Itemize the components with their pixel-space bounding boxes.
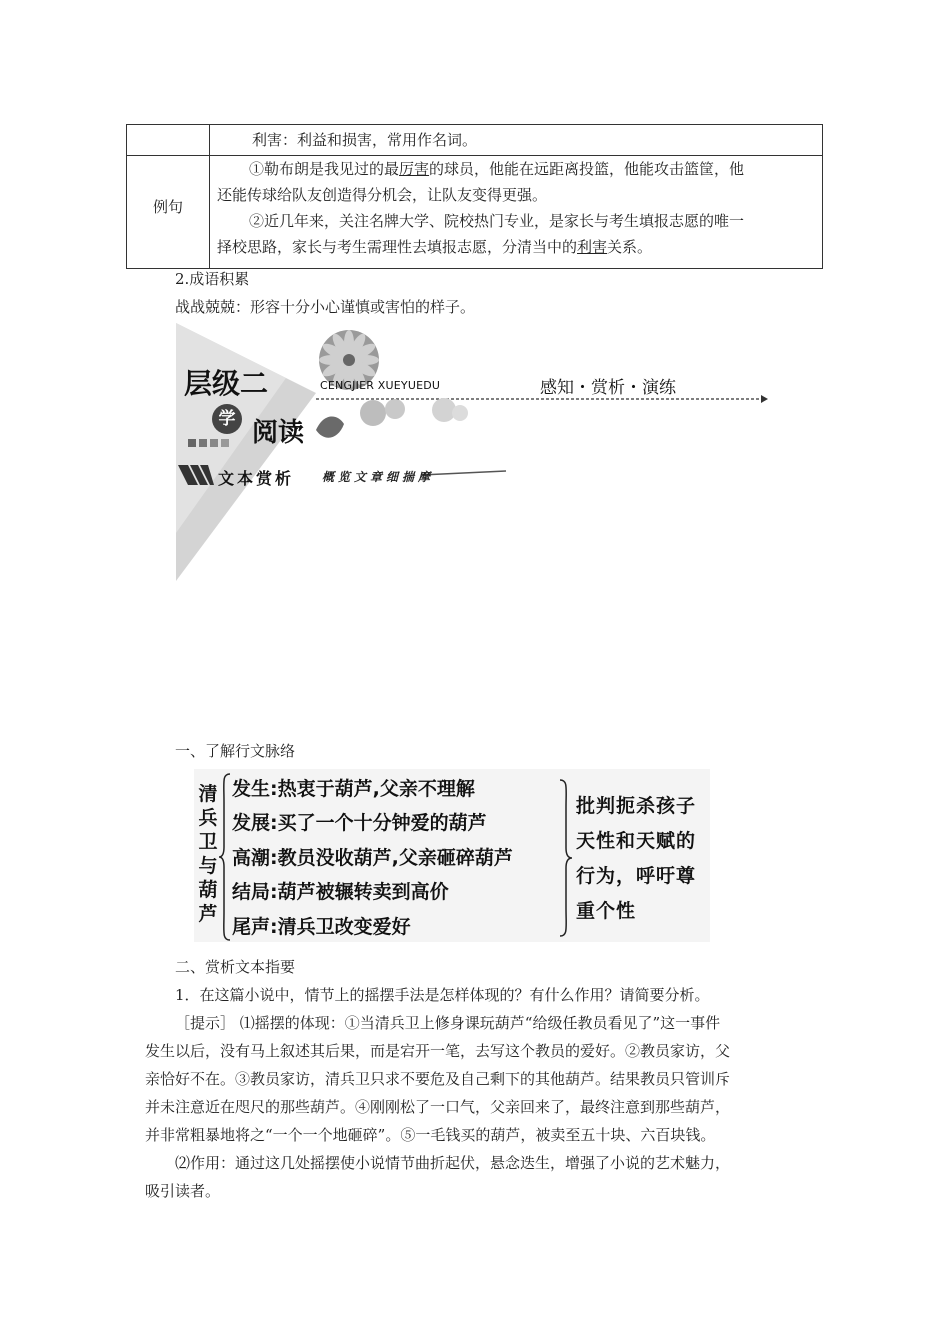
example-sentence-1: ①勒布朗是我见过的最厉害的球员，他能在远距离投篮，他能攻击篮筐，他 [249,160,745,178]
diagram-conclusion: 批判扼杀孩子 [576,795,697,817]
banner-slogan: 感知・赏析・演练 [540,378,676,398]
example-label: 例句 [152,198,183,216]
diagram-item: 发展:买了一个十分钟爱的葫芦 [232,812,487,834]
hint-paragraph: ［提示］ ⑴摇摆的体现：①当清兵卫上修身课玩葫芦“给级任教员看见了”这一事件 发生以后，没有马上叙述其后果，而是宕开一笔，去写这个教员的爱好。②教员家访，父 亲恰好不在。③教员家访，清兵卫只求不要危及自己剩下的其他葫芦。结果教员只管训斥 并未注意近在咫尺的那些葫芦。④刚刚松了一口气，父亲回来了，最终注意到那些葫芦， 并非常粗暴地将之“一个一个地砸碎”。⑤一毛钱买的葫芦，被卖至五十块、六百块钱。 ⑵作用：通过这几处摇摆使小说情节曲折起伏，悬念迭生，增强了小说的艺术魅力， 吸引读者。 [145,1014,731,1200]
table-column-divider [209,125,210,268]
level-title: 层级二 [184,367,269,400]
idioms-heading: 2.成语积累 [175,270,250,288]
diagram-conclusion: 行为，呼吁尊 [576,865,697,887]
example-sentence-1-line2: 还能传球给队友创造得分机会，让队友变得更强。 [217,186,548,204]
example-sentence-2: ②近几年来，关注名牌大学、院校热门专业，是家长与考生填报志愿的唯一 [249,212,745,230]
section1-heading: 一、了解行文脉络 [175,742,296,760]
diagram-item: 发生:热衷于葫芦,父亲不理解 [232,778,475,800]
section-title: 文本赏析 [218,469,295,488]
level-pinyin: CENGJIER XUEYUEDU [320,379,441,392]
diagram-title: 清 兵 卫 与 葫 芦 [198,783,218,925]
left-brace-icon [218,772,232,942]
example-sentence-2-line2: 择校思路，家长与考生需理性去填报志愿，分清当中的利害关系。 [217,238,653,256]
section2-heading: 二、赏析文本指要 [175,958,296,976]
diagram-conclusion: 天性和天赋的 [576,830,697,852]
diagram-item: 尾声:清兵卫改变爱好 [232,916,411,938]
word-usage-table [126,124,823,269]
diagram-item: 结局:葫芦被辗转卖到高价 [232,881,449,903]
xue-badge: 学 [212,404,242,434]
section-subtitle: 概览文章细揣摩 [322,470,435,484]
diagram-conclusion: 重个性 [576,900,637,922]
table-row1-text: 利害：利益和损害，常用作名词。 [252,131,478,149]
idiom-item: 战战兢兢：形容十分小心谨慎或害怕的样子。 [175,298,476,316]
leaf-icon [316,416,344,437]
bloom-icon [360,399,405,426]
diagram-item: 高潮:教员没收葫芦,父亲砸碎葫芦 [232,847,513,869]
bloom-icon-2 [432,398,468,422]
question: 1．在这篇小说中，情节上的摇摆手法是怎样体现的？有什么作用？请简要分析。 [175,986,710,1004]
right-brace-icon [558,778,574,938]
reading-title: 阅读 [252,418,305,448]
